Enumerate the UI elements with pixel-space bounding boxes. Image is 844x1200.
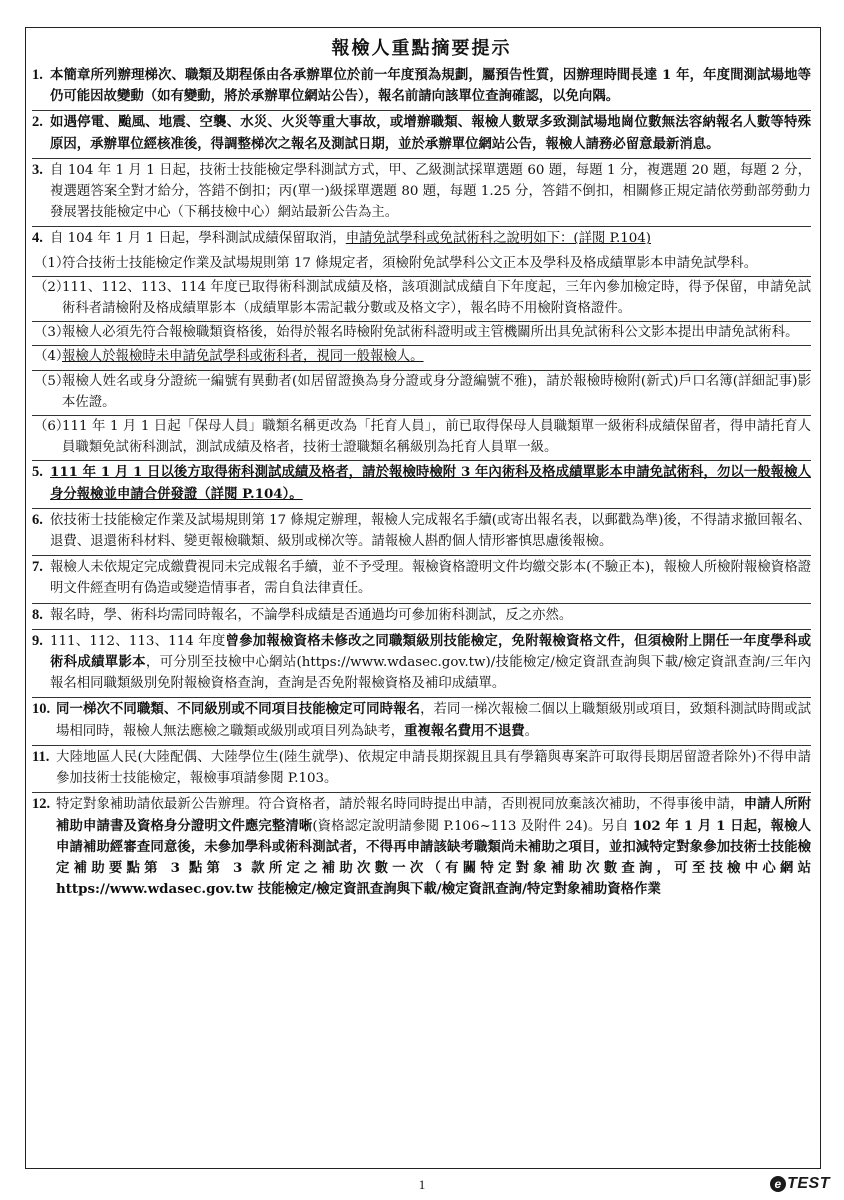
item-number: 9. [32,632,43,649]
notice-frame [25,27,821,1169]
item-number: 8. [32,606,43,623]
text-segment: ，若同一梯次報檢二個以上職類級別或項目，致類科測試時間或試場相同時，報檢人無法應檢之職類或級別或項目列為缺考， [56,702,811,739]
list-item [32,793,811,903]
text-segment: 。 [524,723,539,739]
text-segment: (資格認定說明請參閱 P.106~113 及附件 24)。另自 [312,818,633,834]
text-segment: 同一梯次不同職類、不同級別或不同項目技能檢定可同時報名 [56,701,421,718]
text-segment: 特定對象補助請依最新公告辦理。符合資格者，請於報名時同時提出申請，否則視同放棄該次補助，不得事後申請， [56,797,744,813]
notice-list [32,64,811,903]
text-segment: 申請免試學科或免試術科之說明如下：(詳閱 P.104) [345,231,652,247]
text-segment: 102 年 1 月 1 日起，報檢人申請補助經審查同意後，未參加學科或術科測試者，不得再申請該缺考職類尚未補助之項目，並扣減特定對象參加技術士技能檢定補助要點第 3 點第 3 款所定之補助次數一次 [56,817,812,876]
item-number: 2. [32,114,43,131]
item-number: 4. [32,230,43,247]
text-segment: https://www.wdasec.gov.tw [56,881,254,898]
item-number: 10. [32,701,51,718]
text-segment: 符合技術士技能檢定作業及試場規則第 17 條規定者，須檢附免試學科公文正本及學科及格成績單影本申請免試學科。 [62,255,758,271]
text-segment: 申請人所附補助申請書及資格身分證明文件應完整清晰 [56,796,811,834]
text-segment: 大陸地區人民(大陸配偶、大陸學位生(陸生就學)、依規定申請長期探親且具有學籍與專案許可取得長期居留證者除外)不得申請參加技術士技能檢定，報檢事項請參閱 P.103。 [56,749,811,787]
list-item [32,159,811,228]
item-number: 11. [32,748,50,765]
sub-item-number: （2） [34,279,70,295]
sub-item [32,416,811,461]
list-item [32,630,811,699]
text-segment: 報檢人必須先符合報檢職類資格後，始得於報名時檢附免試術科證明或主管機關所出具免試術科公文影本提出申請免試術科。 [62,325,799,341]
text-segment: 本簡章所列辦理梯次、職類及期程係由各承辦單位於前一年度預為規劃，屬預告性質，因辦理時間長達 1 年，年度間測試場地等仍可能因故變動（如有變動，將於承辦單位網站公告），報名前請向該單位查詢確認，以免向隅。 [50,67,811,105]
sub-item [32,322,811,346]
item-number: 5. [32,464,43,481]
sub-item-number: （6） [34,419,70,435]
item-number: 7. [32,559,43,576]
text-segment: 如遇停電、颱風、地震、空襲、水災、火災等重大事故，或增辦職類、報檢人數眾多致測試場地崗位數無法容納報名人數等特殊原因，承辦單位經核准後，得調整梯次之報名及測試日期，並於承辦單位網站公告，報檢人請務必留意最新消息。 [50,114,811,152]
text-segment: 報名時，學、術科均需同時報名，不論學科成績是否通過均可參加術科測試，反之亦然。 [50,607,573,623]
sub-item [32,371,811,416]
sub-item [32,346,811,370]
e-logo-icon: e [770,1176,786,1192]
page-number: 1 [418,1177,426,1192]
sub-item-number: （4） [34,349,70,365]
list-item [32,111,811,158]
list-item [32,227,811,252]
logo-text: TEST [787,1175,830,1192]
text-segment: 111、112、113、114 年度已取得術科測試成績及格，該項測試成績自下年度起，三年內參加檢定時，得予保留，申請免試術科者請檢附及格成績單影本（成績單影本需記載分數或及格文字），報名時不用檢附資格證件。 [62,279,811,317]
text-segment: 依技術士技能檢定作業及試場規則第 17 條規定辦理，報檢人完成報名手續(或寄出報名表，以郵戳為準)後，不得請求撤回報名、退費、退還術科材料、變更報檢職類、級別或梯次等。請報檢人斟酌個人情形審慎思慮後報檢。 [50,512,811,550]
item-number: 12. [32,796,51,813]
text-segment: 技能檢定/檢定資訊查詢與下載/檢定資訊查詢/特定對象補助資格作業 [253,881,661,898]
list-item [32,604,811,630]
text-segment: 自 104 年 1 月 1 日起，學科測試成績保留取消， [50,231,346,247]
item-number: 1. [32,67,43,83]
sub-item [32,253,811,277]
text-segment: 曾參加報檢資格未修改之同職類級別技能檢定，免附報檢資格文件，但須檢附上開任一年度學科或術科成績單影本 [50,632,812,671]
list-item [32,698,811,745]
sub-item-number: （1） [34,255,70,271]
list-item [32,64,811,111]
etest-logo [770,1175,830,1193]
text-segment: 自 104 年 1 月 1 日起，技術士技能檢定學科測試方式，甲、乙級測試採單選題 60 題，每題 1 分，複選題 20 題，每題 2 分，複選題答案全對才給分，答錯不倒扣；丙(單一)級採單選題 80 題，每題 1.25 分，答錯不倒扣，相關修正規定請依勞動部勞動力發展署技能檢定中心（下稱技檢中心）網站最新公告為主。 [50,162,811,221]
text-segment: 報檢人未依規定完成繳費視同未完成報名手續，並不予受理。報檢資格證明文件均繳交影本(不驗正本)，報檢人所檢附報檢資格證明文件經查明有偽造或變造情事者，需自負法律責任。 [50,560,811,597]
text-segment: ，可分別至技檢中心網站(https://www.wdasec.gov.tw)/技能檢定/檢定資訊查詢與下載/檢定資訊查詢/三年內報名相同職類級別免附報檢資格查詢，查詢是否免附報檢資格及補印成績單。 [50,655,812,692]
sub-item-number: （5） [34,373,70,389]
text-segment: 111 年 1 月 1 日以後方取得術科測試成績及格者，請於報檢時檢附 3 年內術科及格成績單影本申請免試術科，勿以一般報檢人身分報檢並申請合併發證（詳閱 P.104）。 [50,464,811,502]
list-item [32,461,811,508]
list-item [32,746,811,793]
text-segment: 111、112、113、114 年度 [50,633,226,649]
text-segment: 報檢人於報檢時未申請免試學科或術科者，視同一般報檢人。 [62,349,424,365]
text-segment: （有關特定對象補助次數查詢，可至技檢中心網站 [427,859,812,876]
page-title: 報檢人重點摘要提示 [331,38,512,59]
text-segment: 重複報名費用不退費 [404,722,525,739]
list-item [32,509,811,556]
list-item [32,556,811,603]
item-number: 3. [32,161,43,178]
sub-item [32,277,811,322]
item-number: 6. [32,511,43,528]
text-segment: 111 年 1 月 1 日起「保母人員」職類名稱更改為「托育人員」，前已取得保母人員職類單一級術科成績保留者，得申請托育人員職類免試術科測試，測試成績及格者，技術士證職類名稱級別為托育人員單一級。 [62,419,811,456]
sub-item-number: （3） [34,325,70,341]
text-segment: 報檢人姓名或身分證統一編號有異動者(如居留證換為身分證或身分證編號不雅)，請於報檢時檢附(新式)戶口名簿(詳細記事)影本佐證。 [62,373,811,410]
